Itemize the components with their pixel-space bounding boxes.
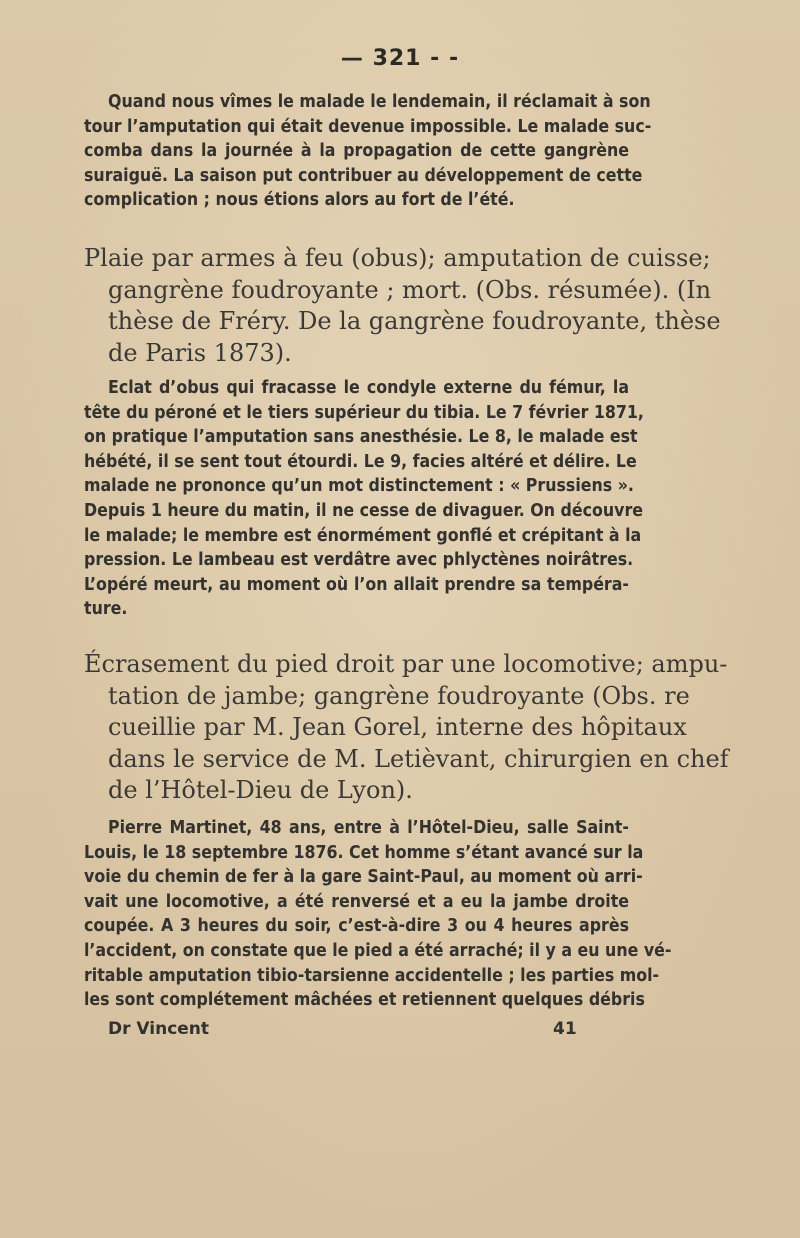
text-line: Quand nous vîmes le malade le lendemain, il réclamait à son (108, 92, 651, 112)
text-line: ritable amputation tibio-tarsienne accidentelle ; les parties mol- (84, 965, 660, 986)
heading-line: Plaie par armes à feu (obus); amputation de cuisse; (84, 244, 711, 272)
text-line: le malade; le membre est énormément gonflé et crépitant à la (84, 525, 642, 546)
section-heading-2 (84, 649, 729, 807)
text-line: Louis, le 18 septembre 1876. Cet homme s’étant avancé sur la (84, 842, 644, 863)
text-line: coupée. A 3 heures du soir, c’est-à-dire 3 ou 4 heures après (84, 916, 629, 937)
paragraph-1 (84, 90, 652, 213)
heading-line: de l’Hôtel-Dieu de Lyon). (108, 776, 413, 804)
text-line: ture. (84, 599, 128, 620)
heading-line: tation de jambe; gangrène foudroyante (Obs. re (108, 681, 690, 710)
text-line: L’opéré meurt, au moment où l’on allait prendre sa tempéra- (84, 574, 629, 595)
text-line: pression. Le lambeau est verdâtre avec phlyctènes noirâtres. (84, 550, 634, 571)
heading-line: gangrène foudroyante ; mort. (Obs. résumée). (In (108, 275, 712, 304)
text-line: comba dans la journée à la propagation de cette gangrène (84, 141, 629, 162)
text-line: suraiguë. La saison put contribuer au développement de cette (84, 165, 643, 186)
text-line: hébété, il se sent tout étourdi. Le 9, facies altéré et délire. Le (84, 451, 637, 472)
signature-mark: 41 (553, 1019, 577, 1039)
text-line: malade ne prononce qu’un mot distinctement : « Prussiens ». (84, 476, 634, 497)
paragraph-2 (84, 376, 644, 622)
text-line: Eclat d’obus qui fracasse le condyle externe du fémur, la (108, 378, 629, 398)
text-line: voie du chemin de fer à la gare Saint-Paul, au moment où arri- (84, 867, 643, 888)
text-line: l’accident, on constate que le pied a été arraché; il y a eu une vé- (84, 940, 672, 961)
text-line: complication ; nous étions alors au fort de l’été. (84, 190, 515, 211)
heading-line: dans le service de M. Letièvant, chirurgien en chef (108, 744, 729, 773)
page-number-header: — 321 - - (340, 46, 460, 71)
heading-line: de Paris 1873). (108, 338, 292, 367)
text-line: Pierre Martinet, 48 ans, entre à l’Hôtel-Dieu, salle Saint- (108, 818, 629, 838)
heading-line: Écrasement du pied droit par une locomotive; ampu- (84, 650, 728, 678)
text-line: vait une locomotive, a été renversé et a eu la jambe droite (84, 891, 629, 912)
paragraph-3 (84, 816, 672, 1013)
section-heading-1 (84, 243, 721, 369)
author-signature: Dr Vincent (108, 1019, 210, 1039)
heading-line: thèse de Fréry. De la gangrène foudroyante, thèse (108, 307, 721, 335)
text-line: les sont complétement mâchées et retiennent quelques débris (84, 990, 645, 1011)
text-line: on pratique l’amputation sans anesthésie. Le 8, le malade est (84, 427, 638, 448)
text-line: tête du péroné et le tiers supérieur du tibia. Le 7 février 1871, (84, 402, 644, 423)
heading-line: cueillie par M. Jean Gorel, interne des hôpitaux (108, 713, 687, 741)
text-line: Depuis 1 heure du matin, il ne cesse de divaguer. On découvre (84, 500, 644, 521)
text-line: tour l’amputation qui était devenue impossible. Le malade suc- (84, 116, 652, 137)
